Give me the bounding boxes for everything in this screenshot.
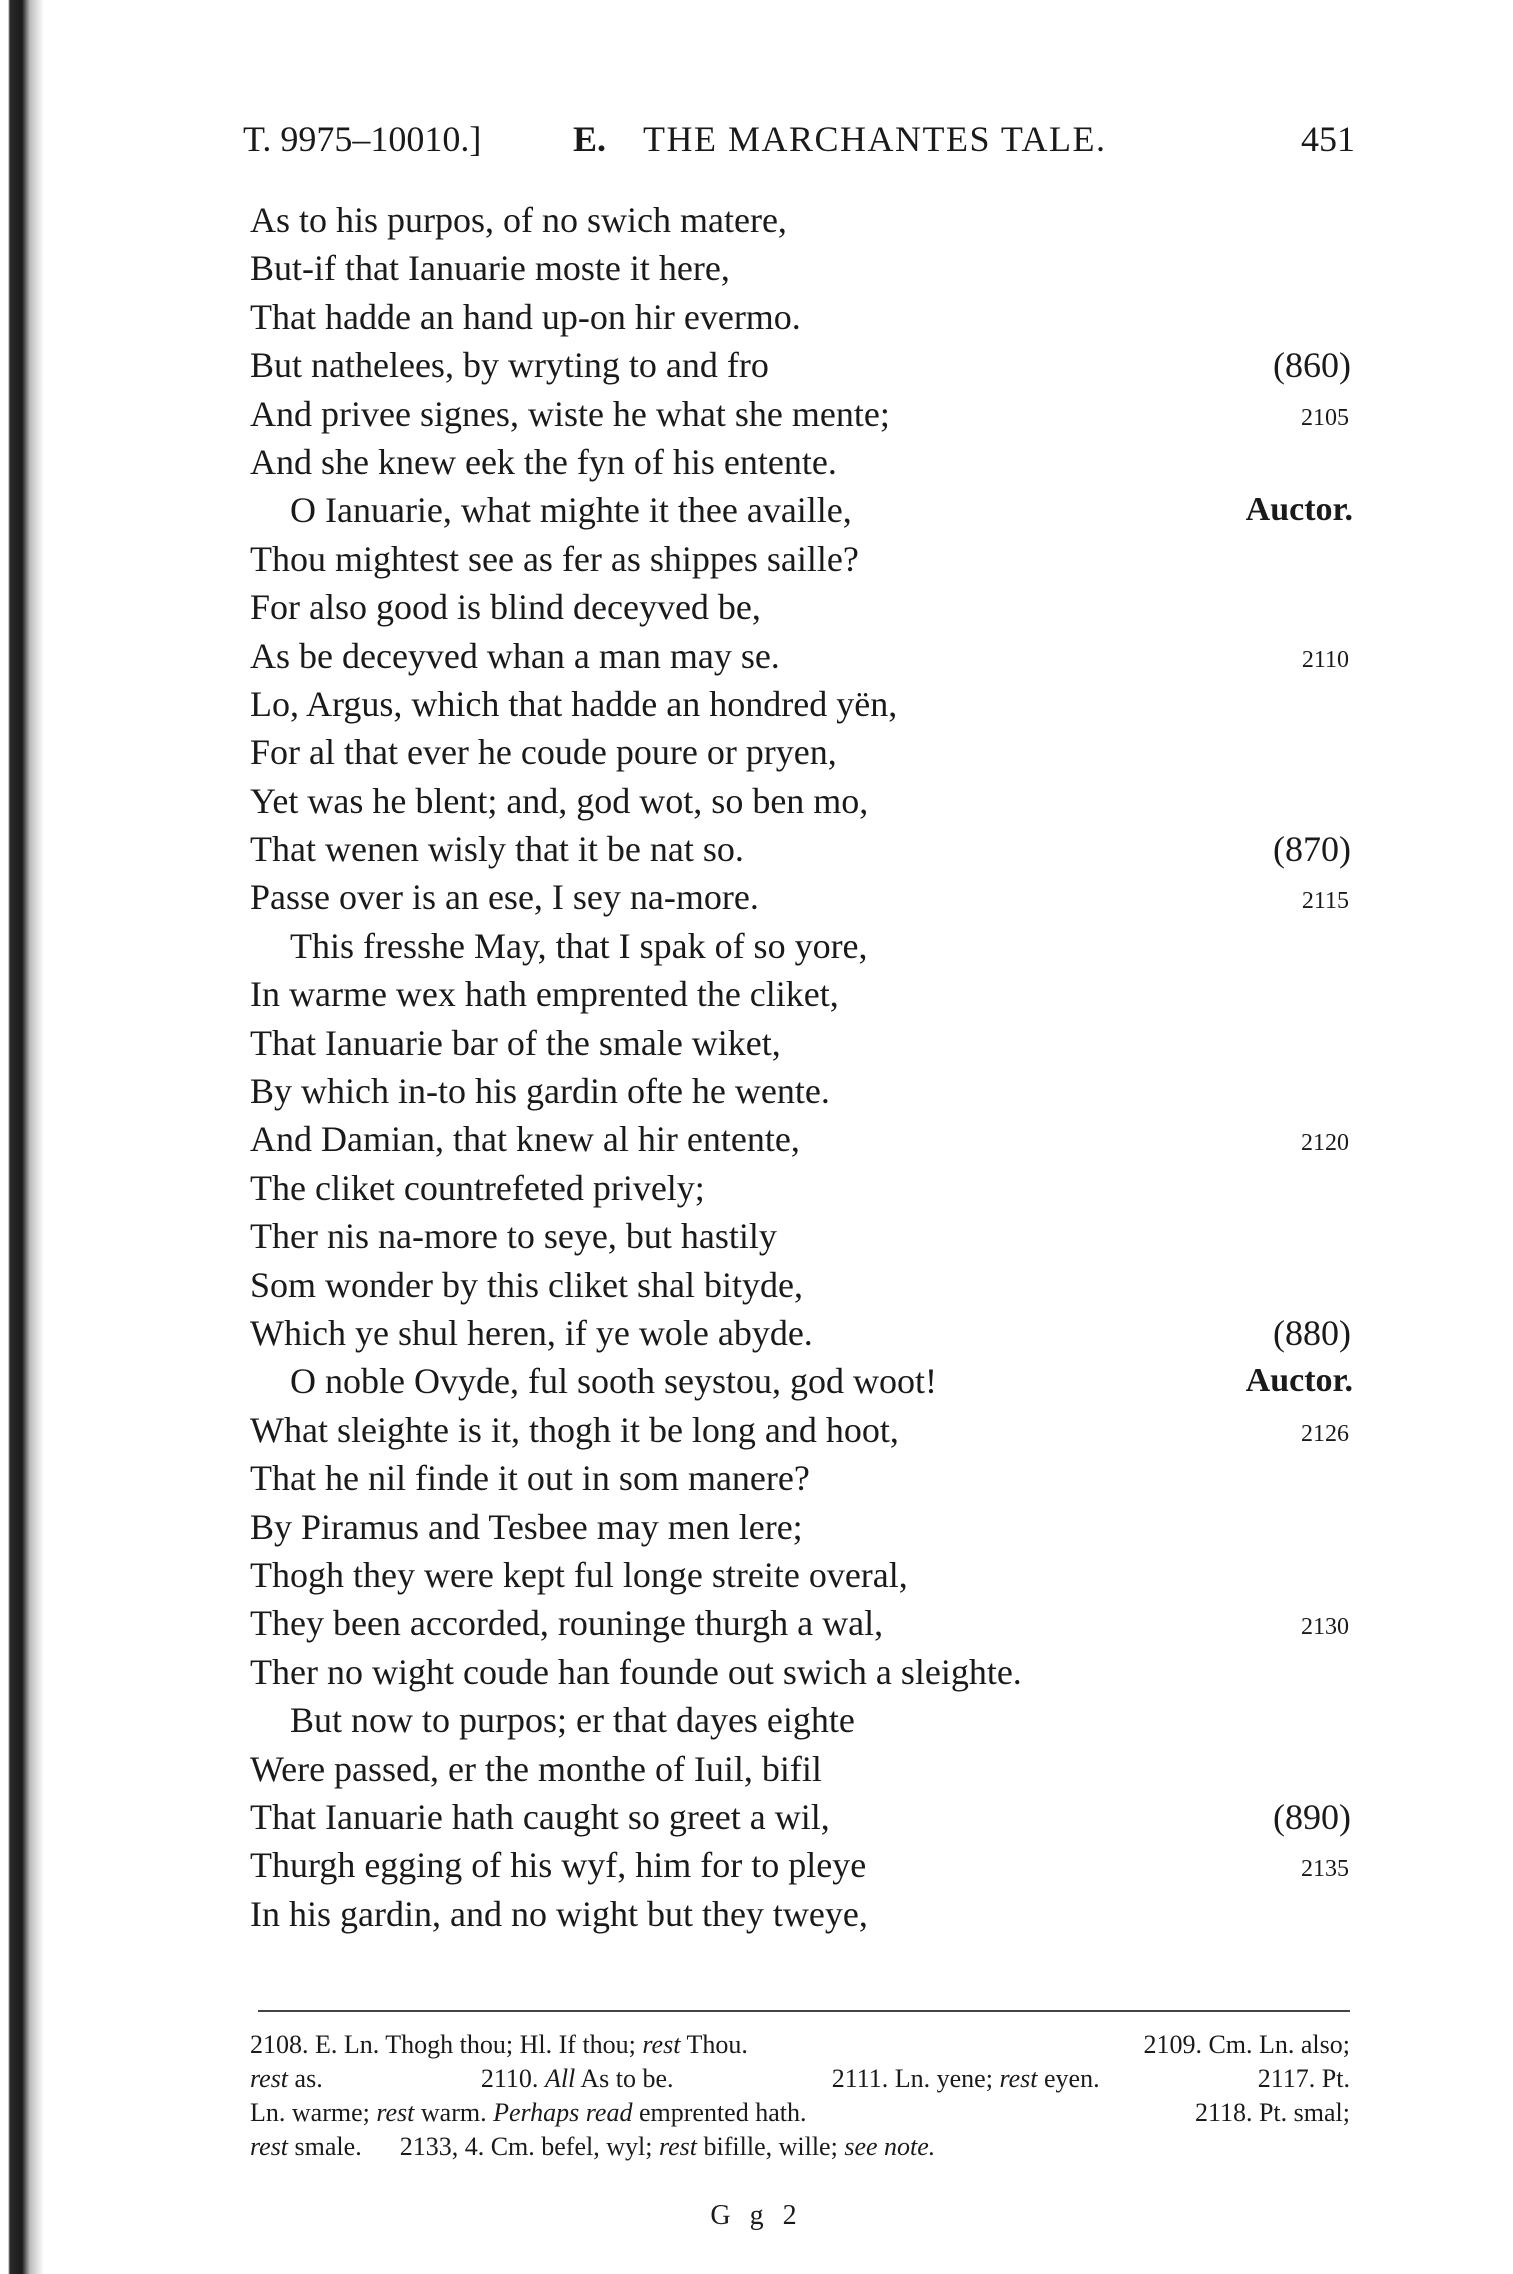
verse-line xyxy=(0,1890,1513,1938)
verse-line xyxy=(0,341,1513,389)
verse-line xyxy=(0,1454,1513,1502)
verse-line xyxy=(0,728,1513,776)
signature-mark: G g 2 xyxy=(710,2200,803,2231)
note-2110: 2110. All As to be. xyxy=(480,2064,674,2093)
verse-line-text: They been accorded, rouninge thurgh a wal, xyxy=(250,1603,884,1644)
side-note: Auctor. xyxy=(1245,491,1353,529)
verse-line-text: And privee signes, wiste he what she mente; xyxy=(250,393,890,434)
verse-line xyxy=(0,1841,1513,1889)
verse-line-text: As be deceyved whan a man may se. xyxy=(250,635,780,676)
line-number: 2120 xyxy=(1301,1130,1349,1157)
line-number: (880) xyxy=(1273,1312,1351,1353)
verse-line-text: That wenen wisly that it be nat so. xyxy=(250,829,744,870)
verse-text xyxy=(0,196,1513,1938)
verse-line xyxy=(0,1357,1513,1405)
running-header xyxy=(243,118,1355,170)
verse-line xyxy=(0,293,1513,341)
note-2111: 2111. Ln. yene; rest eyen. xyxy=(831,2064,1100,2093)
verse-line-text: That he nil finde it out in som manere? xyxy=(250,1458,810,1499)
verse-line xyxy=(0,244,1513,292)
verse-line xyxy=(0,970,1513,1018)
verse-line xyxy=(0,632,1513,680)
verse-line-text: Yet was he blent; and, god wot, so ben mo, xyxy=(250,780,869,821)
verse-line-text: The cliket countrefeted prively; xyxy=(250,1167,705,1208)
verse-line-text: For al that ever he coude poure or pryen, xyxy=(250,732,837,773)
verse-line xyxy=(0,873,1513,921)
verse-line xyxy=(0,1309,1513,1357)
verse-line xyxy=(0,1019,1513,1067)
verse-line-text: That Ianuarie hath caught so greet a wil, xyxy=(250,1796,830,1837)
verse-line-text: This fresshe May, that I spak of so yore, xyxy=(290,925,868,966)
footnote-line xyxy=(250,2028,1350,2062)
footnotes xyxy=(250,2028,1350,2164)
verse-line xyxy=(0,1406,1513,1454)
verse-line xyxy=(0,486,1513,534)
verse-line xyxy=(0,777,1513,825)
line-number: 2105 xyxy=(1301,404,1349,431)
verse-line xyxy=(0,825,1513,873)
line-number: 2126 xyxy=(1301,1420,1349,1447)
note-2109: 2109. Cm. Ln. also; xyxy=(1143,2030,1350,2059)
page-number: 451 xyxy=(1301,119,1355,159)
line-number: 2115 xyxy=(1301,888,1349,915)
line-number: 2130 xyxy=(1301,1614,1349,1641)
verse-line xyxy=(0,390,1513,438)
verse-line-text: Thou mightest see as fer as shippes saille? xyxy=(250,538,859,579)
verse-line-text: Ther no wight coude han founde out swich a sleighte. xyxy=(250,1651,1022,1692)
verse-line-text: Which ye shul heren, if ye wole abyde. xyxy=(250,1312,813,1353)
verse-line-text: In his gardin, and no wight but they tweye, xyxy=(250,1893,868,1934)
line-number: (860) xyxy=(1273,345,1351,386)
verse-line-text: By which in-to his gardin ofte he wente. xyxy=(250,1071,830,1112)
verse-line xyxy=(0,922,1513,970)
verse-line xyxy=(0,1599,1513,1647)
verse-line-text: O Ianuarie, what mighte it thee availle, xyxy=(290,490,852,531)
verse-line xyxy=(0,1551,1513,1599)
verse-line-text: Thogh they were kept ful longe streite overal, xyxy=(250,1554,908,1595)
line-number: (870) xyxy=(1273,829,1351,870)
line-number: 2110 xyxy=(1301,646,1349,673)
verse-line xyxy=(0,438,1513,486)
verse-line-text: Passe over is an ese, I sey na-more. xyxy=(250,877,759,918)
footnote-rule xyxy=(258,2010,1350,2012)
page-title: THE MARCHANTES TALE. xyxy=(643,119,1107,159)
footnote-line xyxy=(250,2130,1350,2164)
verse-line-text: But now to purpos; er that dayes eighte xyxy=(290,1700,855,1741)
verse-line-text: Lo, Argus, which that hadde an hondred yën, xyxy=(250,683,898,724)
verse-line xyxy=(0,583,1513,631)
verse-line-text: And she knew eek the fyn of his entente. xyxy=(250,441,837,482)
note-2133: 2133, 4. Cm. befel, wyl; rest bifille, wille; see note. xyxy=(399,2132,936,2161)
verse-line-text: And Damian, that knew al hir entente, xyxy=(250,1119,800,1160)
verse-line xyxy=(0,1745,1513,1793)
note-2118-cont: rest smale. xyxy=(250,2132,362,2161)
verse-line-text: By Piramus and Tesbee may men lere; xyxy=(250,1506,803,1547)
verse-line-text: Ther nis na-more to seye, but hastily xyxy=(250,1216,777,1257)
verse-line xyxy=(0,1067,1513,1115)
verse-line xyxy=(0,196,1513,244)
note-2118: 2118. Pt. smal; xyxy=(1194,2098,1350,2127)
verse-line xyxy=(0,1164,1513,1212)
side-note: Auctor. xyxy=(1245,1362,1353,1400)
verse-line-text: But nathelees, by wryting to and fro xyxy=(250,345,769,386)
verse-line-text: O noble Ovyde, ful sooth seystou, god woot! xyxy=(290,1361,937,1402)
verse-line-text: Were passed, er the monthe of Iuil, bifil xyxy=(250,1748,822,1789)
note-2108-cont: rest as. xyxy=(250,2064,323,2093)
verse-line xyxy=(0,680,1513,728)
verse-line xyxy=(0,1696,1513,1744)
verse-line xyxy=(0,535,1513,583)
section-letter: E. xyxy=(573,119,607,159)
verse-line-text: That Ianuarie bar of the smale wiket, xyxy=(250,1022,781,1063)
verse-line-text: For also good is blind deceyved be, xyxy=(250,587,761,628)
footnote-line xyxy=(250,2062,1350,2096)
verse-line-text: In warme wex hath emprented the cliket, xyxy=(250,974,839,1015)
verse-line xyxy=(0,1503,1513,1551)
verse-line-text: What sleighte is it, thogh it be long and hoot, xyxy=(250,1409,899,1450)
note-2117: 2117. Pt. xyxy=(1257,2064,1350,2093)
verse-line xyxy=(0,1793,1513,1841)
footnote-line xyxy=(250,2096,1350,2130)
note-2108: 2108. E. Ln. Thogh thou; Hl. If thou; rest Thou. xyxy=(250,2030,748,2059)
verse-line xyxy=(0,1212,1513,1260)
verse-line xyxy=(0,1115,1513,1163)
verse-line-text: But-if that Ianuarie moste it here, xyxy=(250,248,730,289)
verse-line-text: As to his purpos, of no swich matere, xyxy=(250,200,787,240)
line-range: T. 9975–10010.] xyxy=(243,119,482,159)
line-number: 2135 xyxy=(1301,1856,1349,1883)
verse-line-text: Som wonder by this cliket shal bityde, xyxy=(250,1264,803,1305)
verse-line-text: Thurgh egging of his wyf, him for to pleye xyxy=(250,1845,867,1886)
verse-line xyxy=(0,1648,1513,1696)
verse-line xyxy=(0,1261,1513,1309)
verse-line-text: That hadde an hand up-on hir evermo. xyxy=(250,296,801,337)
note-2117-cont: Ln. warme; rest warm. Perhaps read emprented hath. xyxy=(250,2098,807,2127)
line-number: (890) xyxy=(1273,1796,1351,1837)
